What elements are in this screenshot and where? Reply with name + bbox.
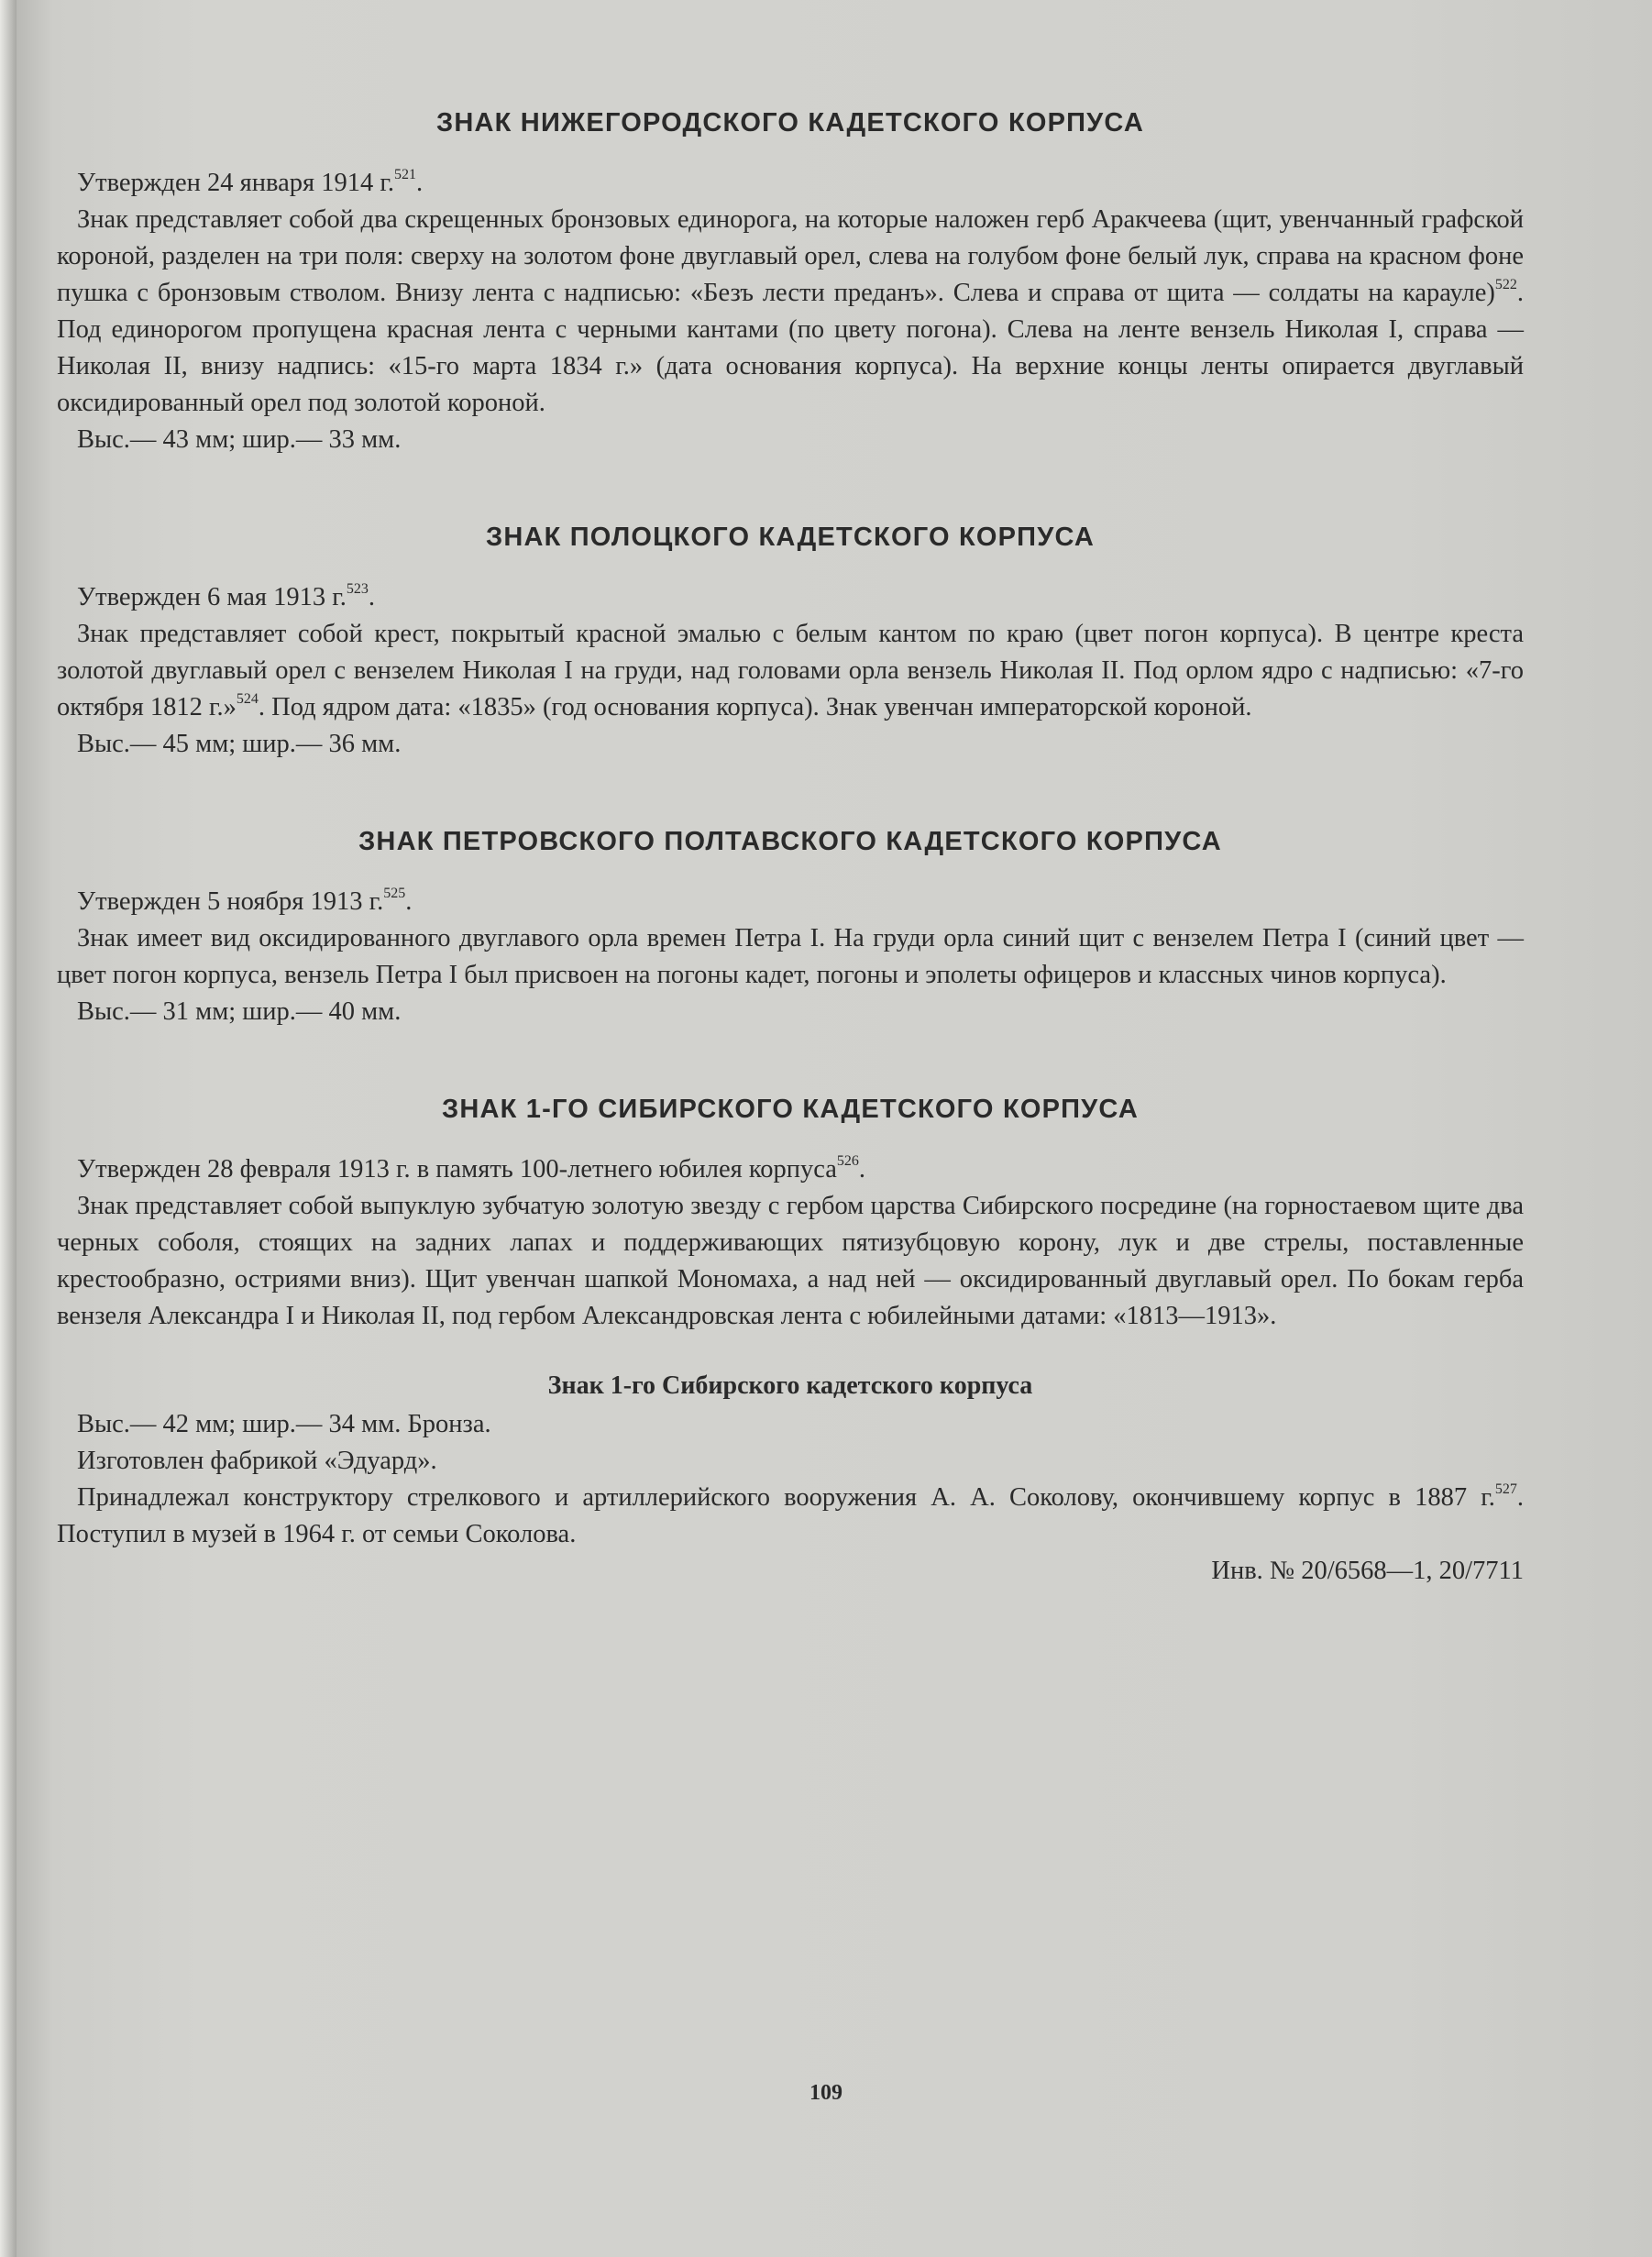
description: Знак представляет собой два скрещенных бронзовых единорога, на которые наложен герб Аракчеева (щит, увенчанный графской короной, разделен на три поля: сверху на золотом фоне двуглавый орел, слева на голубом фоне белый лук, справа на красном фоне пушка с бронзовым стволом. Внизу лента с надписью: «Безъ лести преданъ». Слева и справа от щита — солдаты на карауле)$^{522}$. Под единорогом пропущена красная лента с черными кантами (по цвету погона). Слева на ленте вензель Николая I, справа — Николая II, внизу надпись: «15-го марта 1834 г.» (дата основания корпуса). На верхние концы ленты опирается двуглавый оксидированный орел под золотой короной. [57, 205, 1524, 417]
footnote-ref: 524 [236, 691, 259, 707]
approval-line: Утвержден 24 января 1914 г.$^{521}$. [77, 167, 424, 197]
approval-line: Утвержден 28 февраля 1913 г. в память 100-летнего юбилея корпуса$^{526}$. [77, 1153, 866, 1184]
section-title: ЗНАК ПЕТРОВСКОГО ПОЛТАВСКОГО КАДЕТСКОГО КОРПУСА [358, 827, 1222, 856]
book-spine-edge [0, 0, 17, 2257]
approval-line: Утвержден 5 ноября 1913 г.$^{525}$. [77, 886, 413, 916]
description: Знак представляет собой крест, покрытый красной эмалью с белым кантом по краю (цвет погон корпуса). В центре креста золотой двуглавый орел с вензелем Николая I на груди, над головами орла вензель Николая II. Под орлом ядро с надписью: «7-го октября 1812 г.»$^{524}$. Под ядром дата: «1835» (год основания корпуса). Знак увенчан императорской короной. [57, 620, 1524, 721]
approval-line: Утвержден 6 мая 1913 г.$^{523}$. [77, 581, 375, 611]
section-poltava [57, 820, 1524, 1030]
size-line: Выс.— 45 мм; шир.— 36 мм. [77, 730, 402, 758]
section-siberian [57, 1087, 1524, 1590]
footnote-ref: 523 [346, 581, 369, 597]
section-title: ЗНАК 1-ГО СИБИРСКОГО КАДЕТСКОГО КОРПУСА [442, 1095, 1139, 1124]
footnote-ref: 521 [393, 167, 416, 182]
size-line: Выс.— 43 мм; шир.— 33 мм. [77, 425, 402, 454]
size-line: Выс.— 31 мм; шир.— 40 мм. [77, 997, 402, 1026]
section-title: ЗНАК ПОЛОЦКОГО КАДЕТСКОГО КОРПУСА [485, 523, 1096, 552]
description: Знак имеет вид оксидированного двуглавого орла времен Петра I. На груди орла синий щит с вензелем Петра I (синий цвет — цвет погон корпуса, вензель Петра I был присвоен на погоны кадет, погоны и эполеты офицеров и классных чинов корпуса). [57, 924, 1524, 989]
page-number: 109 [809, 2081, 843, 2105]
section-polotsk [57, 515, 1524, 763]
footnote-ref: 525 [383, 886, 406, 901]
description: Знак представляет собой выпуклую зубчатую золотую звезду с гербом царства Сибирского посредине (на горностаевом щите два черных соболя, стоящих на задних лапах и поддерживающих пятизубцовую корону, лук и две стрелы, поставленные крестообразно, остриями вниз). Щит увенчан шапкой Мономаха, а над ней — оксидированный двуглавый орел. По бокам герба вензеля Александра I и Николая II, под гербом Александровская лента с юбилейными датами: «1813—1913». [57, 1192, 1524, 1330]
footnote-ref: 527 [1494, 1481, 1517, 1497]
item-size: Выс.— 42 мм; шир.— 34 мм. Бронза. [77, 1410, 491, 1438]
item-owner: Принадлежал конструктору стрелкового и артиллерийского вооружения А. А. Соколову, окончившему корпус в 1887 г.$^{527}$. Поступил в музей в 1964 г. от семьи Соколова. [57, 1481, 1524, 1548]
footnote-ref: 522 [1494, 277, 1517, 292]
item-maker: Изготовлен фабрикой «Эдуард». [77, 1447, 437, 1475]
item-title: Знак 1-го Сибирского кадетского корпуса [547, 1371, 1033, 1400]
footnote-ref: 526 [836, 1153, 859, 1169]
section-title: ЗНАК НИЖЕГОРОДСКОГО КАДЕТСКОГО КОРПУСА [436, 108, 1144, 138]
section-nizhny-novgorod [57, 101, 1524, 458]
inventory-number: Инв. № 20/6568—1, 20/7711 [1211, 1557, 1524, 1585]
page-content [57, 101, 1524, 1590]
